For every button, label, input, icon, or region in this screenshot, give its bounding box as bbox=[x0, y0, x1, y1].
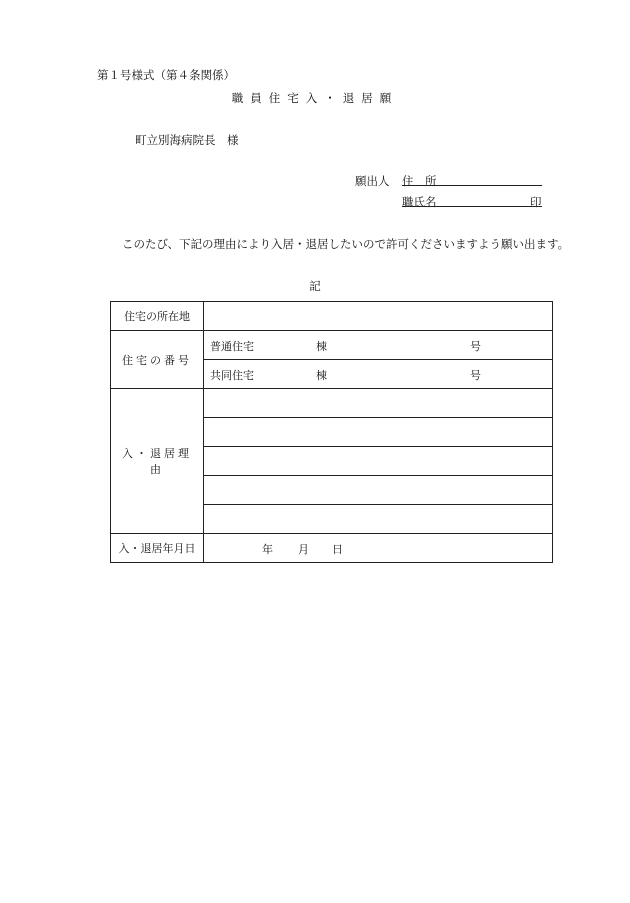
date-field[interactable] bbox=[204, 534, 553, 563]
unit-number-1: 号 bbox=[470, 340, 481, 353]
unit-building-2: 棟 bbox=[316, 369, 327, 382]
document-title: 職員住宅入・退居願 bbox=[231, 91, 399, 105]
addressee: 町立別海病院長 様 bbox=[135, 133, 239, 147]
name-field-line[interactable] bbox=[402, 206, 542, 207]
reason-line[interactable] bbox=[204, 505, 553, 534]
location-label: 住宅の所在地 bbox=[111, 302, 204, 331]
unit-number-2: 号 bbox=[470, 369, 481, 382]
unit-row-1 bbox=[111, 331, 553, 360]
unit-field-1[interactable] bbox=[204, 331, 553, 360]
location-field[interactable] bbox=[204, 302, 553, 331]
house-number-label: 住宅の番号 bbox=[111, 331, 204, 389]
reason-row-1 bbox=[111, 389, 553, 418]
unit-type-1: 普通住宅 bbox=[210, 340, 254, 353]
date-month: 月 bbox=[298, 543, 309, 556]
address-field-line[interactable] bbox=[402, 185, 542, 186]
date-day: 日 bbox=[332, 543, 343, 556]
address-label: 住 所 bbox=[402, 174, 437, 188]
unit-type-2: 共同住宅 bbox=[210, 369, 254, 382]
unit-field-2[interactable] bbox=[204, 360, 553, 389]
reason-line[interactable] bbox=[204, 447, 553, 476]
applicant-label: 願出人 bbox=[355, 174, 390, 188]
location-row bbox=[111, 302, 553, 331]
request-statement: このたび、下記の理由により入居・退居したいので許可くださいますよう願い出ます。 bbox=[122, 237, 570, 251]
date-year: 年 bbox=[262, 543, 273, 556]
ki-heading: 記 bbox=[309, 279, 321, 293]
reason-label: 入・退居理由 bbox=[111, 389, 204, 534]
reason-line[interactable] bbox=[204, 418, 553, 447]
unit-building-1: 棟 bbox=[316, 340, 327, 353]
seal-mark: 印 bbox=[530, 195, 542, 209]
form-number: 第１号様式（第４条関係） bbox=[97, 68, 235, 82]
date-row bbox=[111, 534, 553, 563]
reason-line[interactable] bbox=[204, 476, 553, 505]
application-table bbox=[110, 301, 553, 563]
reason-line[interactable] bbox=[204, 389, 553, 418]
date-label: 入・退居年月日 bbox=[111, 534, 204, 563]
name-label: 職氏名 bbox=[402, 195, 437, 209]
